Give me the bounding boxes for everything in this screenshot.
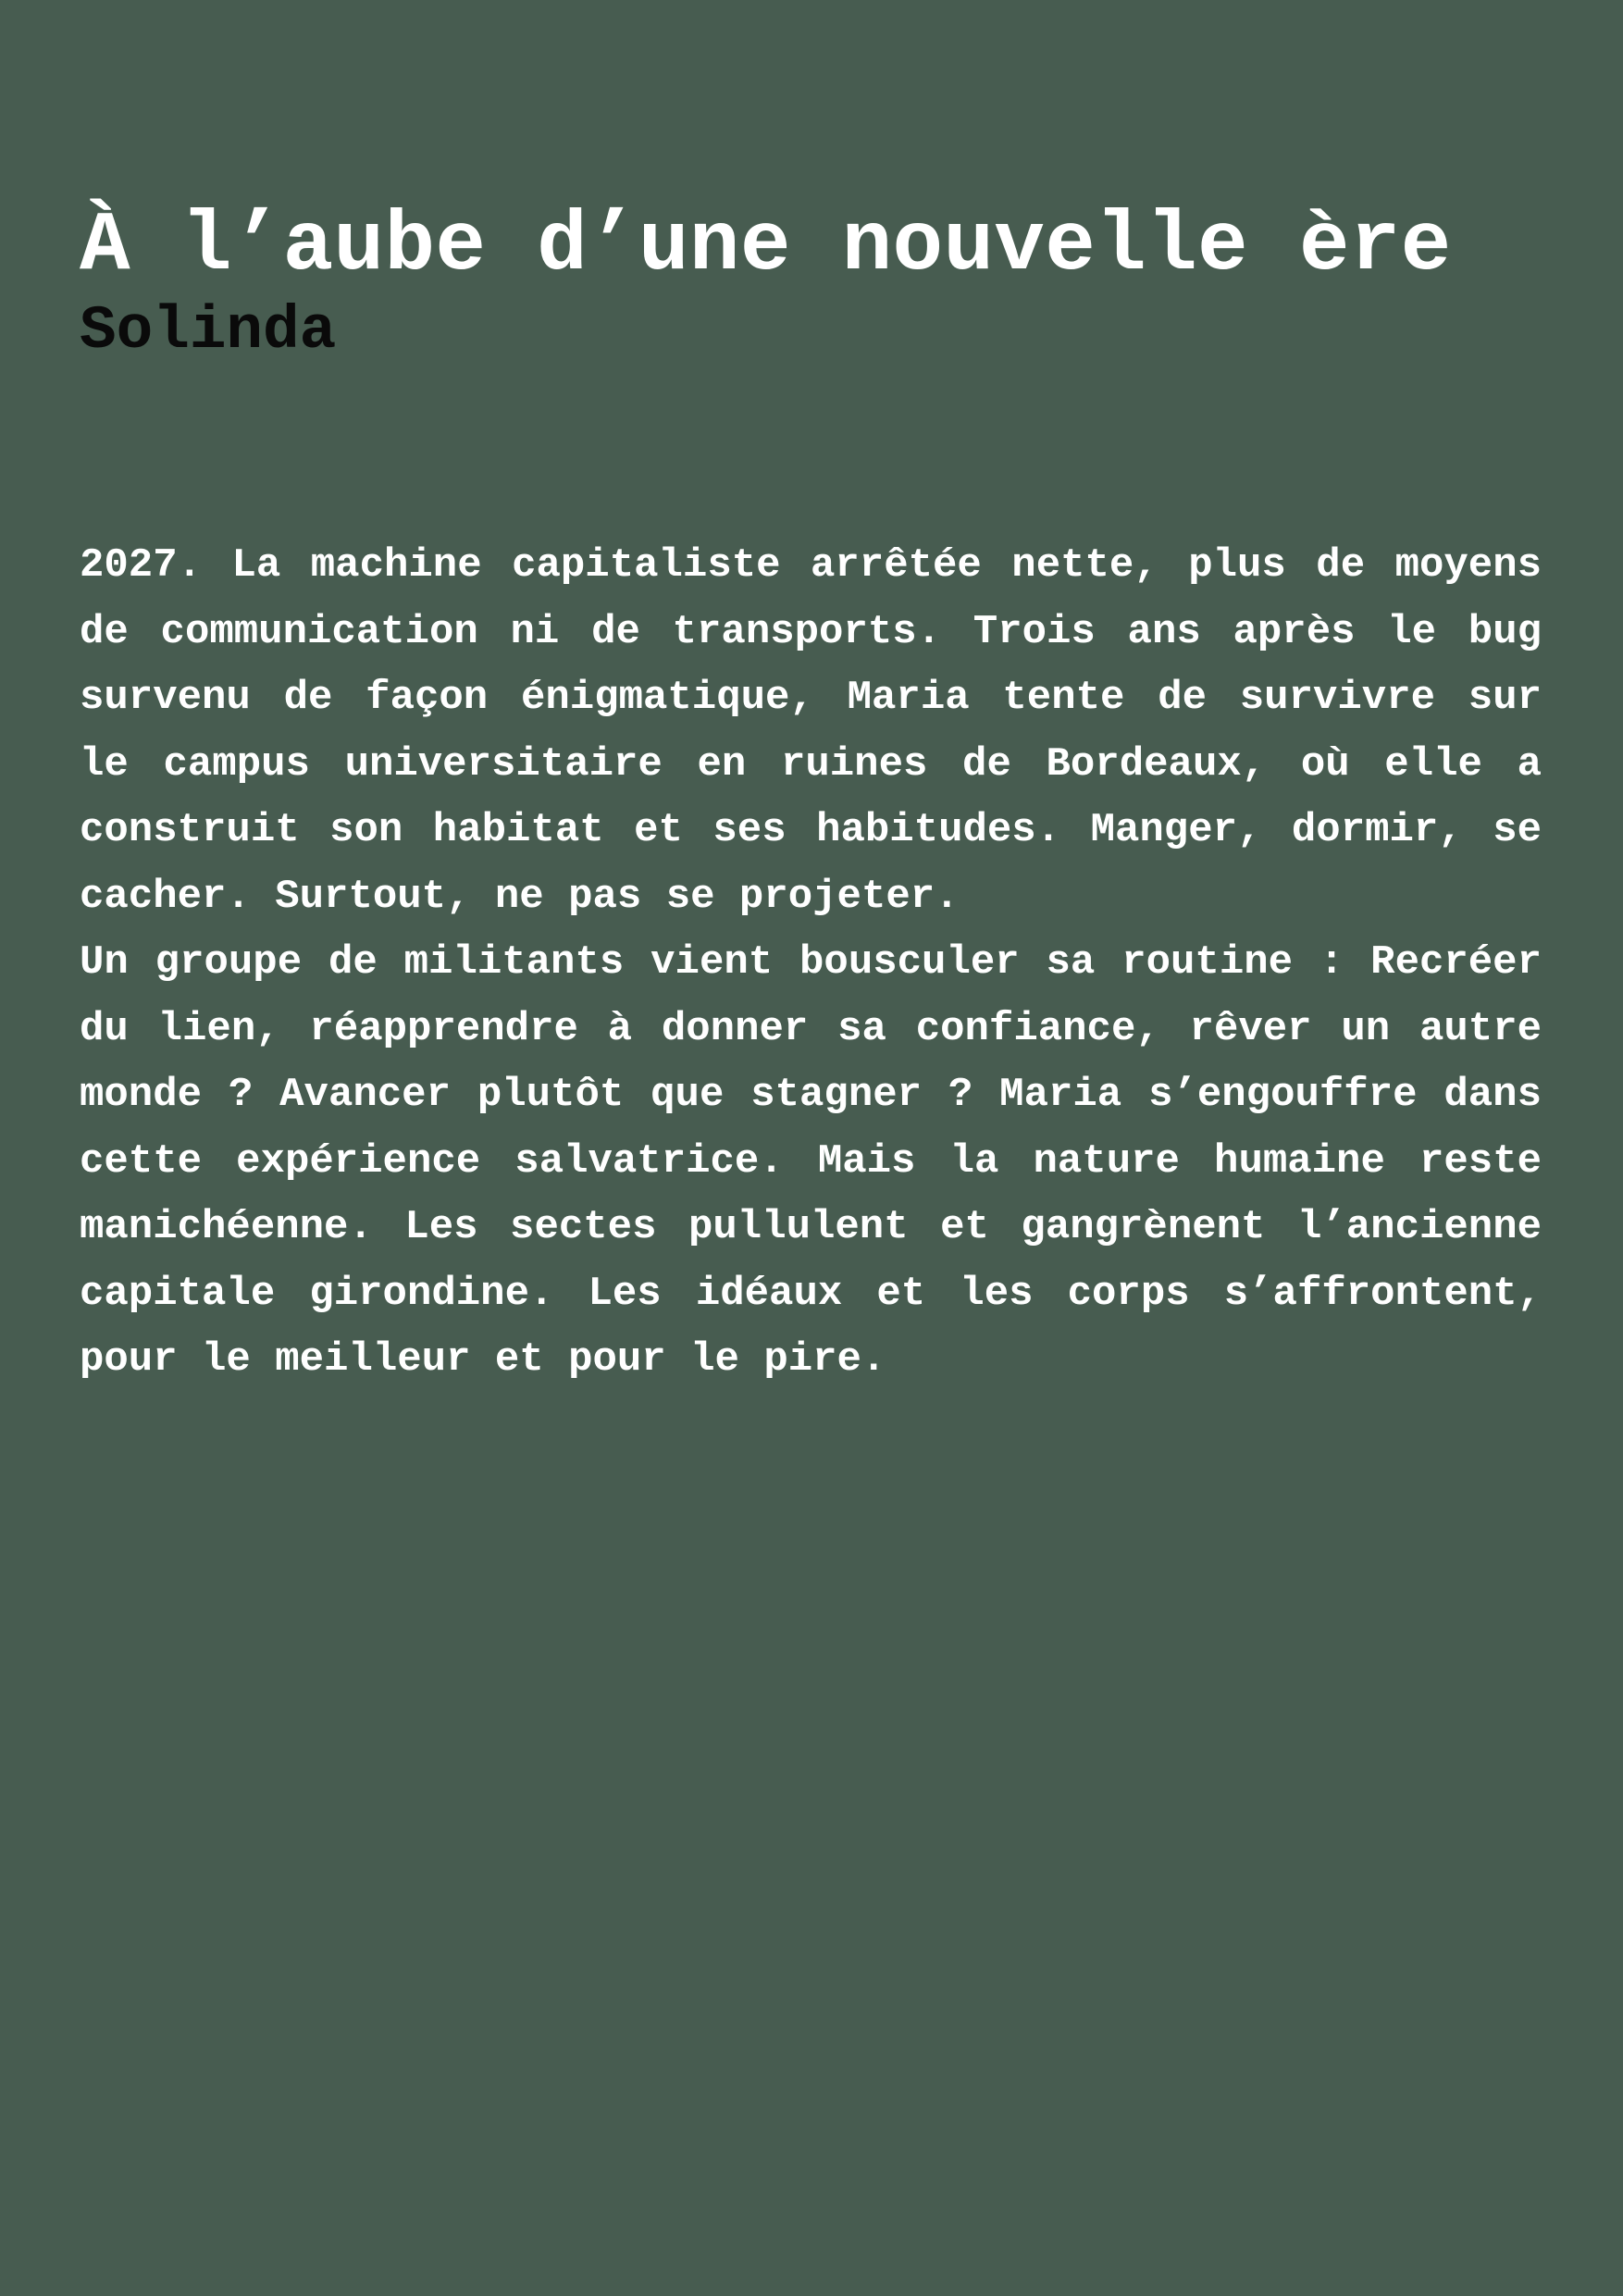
blurb-paragraph-2: Un groupe de militants vient bousculer sa routine : Recréer du lien, réapprendre à donner sa confiance, rêver un autre monde ? Avancer plutôt que stagner ? Maria s’engouffre dans cette expérience salvatrice. Mais la nature humaine reste manichéenne. Les sectes pullulent et gangrènent l’ancienne capitale girondine. Les idéaux et les corps s’affrontent, pour le meilleur et pour le pire. — [80, 939, 1542, 1384]
back-cover — [80, 199, 1542, 1394]
book-title: À l’aube d’une nouvelle ère — [80, 199, 1452, 294]
book-author: Solinda — [80, 295, 337, 366]
book-blurb — [80, 533, 1542, 1394]
blurb-paragraph-1: 2027. La machine capitaliste arrêtée nette, plus de moyens de communication ni de transports. Trois ans après le bug survenu de façon énigmatique, Maria tente de survivre sur le campus universitaire en ruines de Bordeaux, où elle a construit son habitat et ses habitudes. Manger, dormir, se cacher. Surtout, ne pas se projeter. — [80, 542, 1542, 920]
